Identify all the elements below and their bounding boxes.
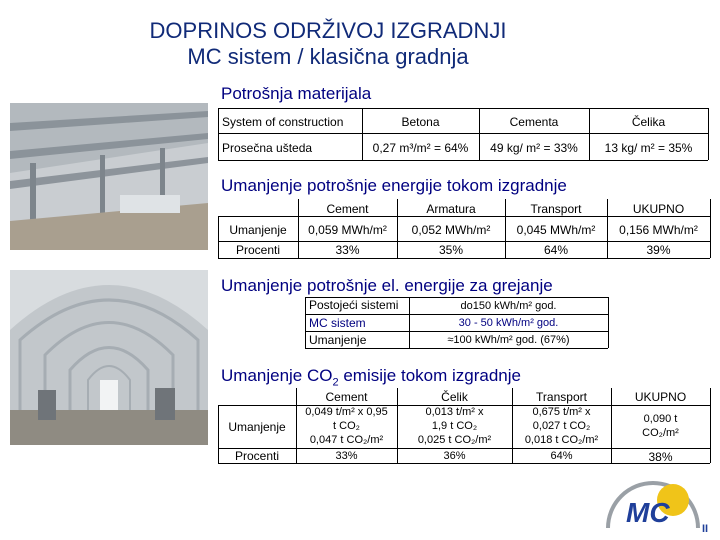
- co2-procenti-ukupno: 38%: [648, 450, 673, 464]
- energy-header-cement: Cement: [326, 202, 369, 216]
- co2-ukupno-line1: 0,090 t: [643, 413, 678, 425]
- slide-title-line2: MC sistem / klasična gradnja: [187, 44, 469, 69]
- co2-heading-post: emisije tokom izgradnje: [338, 366, 521, 385]
- co2-header-cement: Cement: [325, 390, 368, 404]
- co2-heading: [221, 366, 521, 392]
- energy-procenti-cement: 33%: [335, 243, 360, 257]
- energy-row-label-procenti: Procenti: [235, 243, 281, 257]
- energy-umanjenje-armatura: 0,052 MWh/m²: [411, 223, 491, 237]
- materials-header-celika: Čelika: [631, 115, 666, 129]
- energy-header-ukupno: UKUPNO: [632, 202, 685, 216]
- co2-header-celik: Čelik: [441, 390, 468, 404]
- co2-ukupno-line2: CO₂/m²: [642, 427, 679, 439]
- materials-label-savings: Prosečna ušteda: [222, 141, 313, 155]
- co2-transport-line3: 0,018 t CO₂/m²: [524, 434, 599, 446]
- co2-celik-line2: 1,9 t CO₂: [431, 420, 478, 432]
- heating-label-existing: Postojeći sistemi: [309, 298, 399, 312]
- heating-value-mc: 30 - 50 kWh/m² god.: [458, 317, 559, 329]
- co2-transport-line2: 0,027 t CO₂: [532, 420, 591, 432]
- heating-label-reduction: Umanjenje: [309, 333, 367, 347]
- co2-celik-line3: 0,025 t CO₂/m²: [417, 434, 492, 446]
- co2-heading-sub: 2: [332, 376, 339, 389]
- materials-value-cementa: 49 kg/ m² = 33%: [490, 141, 578, 155]
- logo-subtext: SISTEM: [666, 520, 693, 527]
- energy-heading: Umanjenje potrošnje energije tokom izgradnje: [221, 176, 567, 195]
- heating-label-mc: MC sistem: [309, 316, 366, 330]
- energy-header-armatura: Armatura: [426, 202, 476, 216]
- co2-procenti-cement: 33%: [335, 450, 358, 462]
- co2-header-ukupno: UKUPNO: [634, 390, 687, 404]
- materials-header-cementa: Cementa: [509, 115, 559, 129]
- co2-transport-line1: 0,675 t/m² x: [532, 406, 591, 418]
- slide-title-line1: DOPRINOS ODRŽIVOJ IZGRADNJI: [149, 18, 507, 43]
- mc-sistem-logo: [600, 470, 706, 532]
- materials-heading: Potrošnja materijala: [221, 84, 372, 103]
- co2-procenti-transport: 64%: [550, 450, 573, 462]
- co2-heading-pre: Umanjenje CO: [221, 366, 333, 385]
- energy-header-transport: Transport: [530, 202, 582, 216]
- slide-mark: II: [702, 523, 709, 535]
- co2-row-label-procenti: Procenti: [234, 449, 280, 463]
- energy-row-label-umanjenje: Umanjenje: [229, 223, 287, 237]
- materials-header-betona: Betona: [401, 115, 440, 129]
- building-photo-bottom: [10, 270, 208, 445]
- co2-procenti-celik: 36%: [443, 450, 466, 462]
- logo-text: MC: [626, 497, 670, 528]
- heating-value-existing: do150 kWh/m² god.: [460, 300, 557, 312]
- heating-value-reduction: ≈100 kWh/m² god. (67%): [447, 334, 570, 346]
- energy-umanjenje-cement: 0,059 MWh/m²: [308, 223, 387, 237]
- co2-celik-line1: 0,013 t/m² x: [425, 406, 484, 418]
- co2-cement-line2: t CO₂: [333, 420, 360, 432]
- co2-cement-line3: 0,047 t CO₂/m²: [309, 434, 384, 446]
- energy-procenti-transport: 64%: [543, 243, 569, 257]
- materials-header-system: System of construction: [222, 115, 344, 129]
- co2-header-transport: Transport: [536, 390, 587, 404]
- energy-umanjenje-ukupno: 0,156 MWh/m²: [619, 223, 698, 237]
- building-photo-top: [10, 103, 208, 250]
- energy-procenti-ukupno: 39%: [646, 243, 671, 257]
- energy-umanjenje-transport: 0,045 MWh/m²: [516, 223, 596, 237]
- co2-row-label-umanjenje: Umanjenje: [228, 420, 286, 434]
- materials-value-celika: 13 kg/ m² = 35%: [604, 141, 693, 155]
- materials-value-betona: 0,27 m³/m² = 64%: [372, 141, 469, 155]
- energy-procenti-armatura: 35%: [438, 243, 464, 257]
- co2-cement-line1: 0,049 t/m² x 0,95: [305, 406, 388, 418]
- heating-heading: Umanjenje potrošnje el. energije za grejanje: [221, 276, 553, 295]
